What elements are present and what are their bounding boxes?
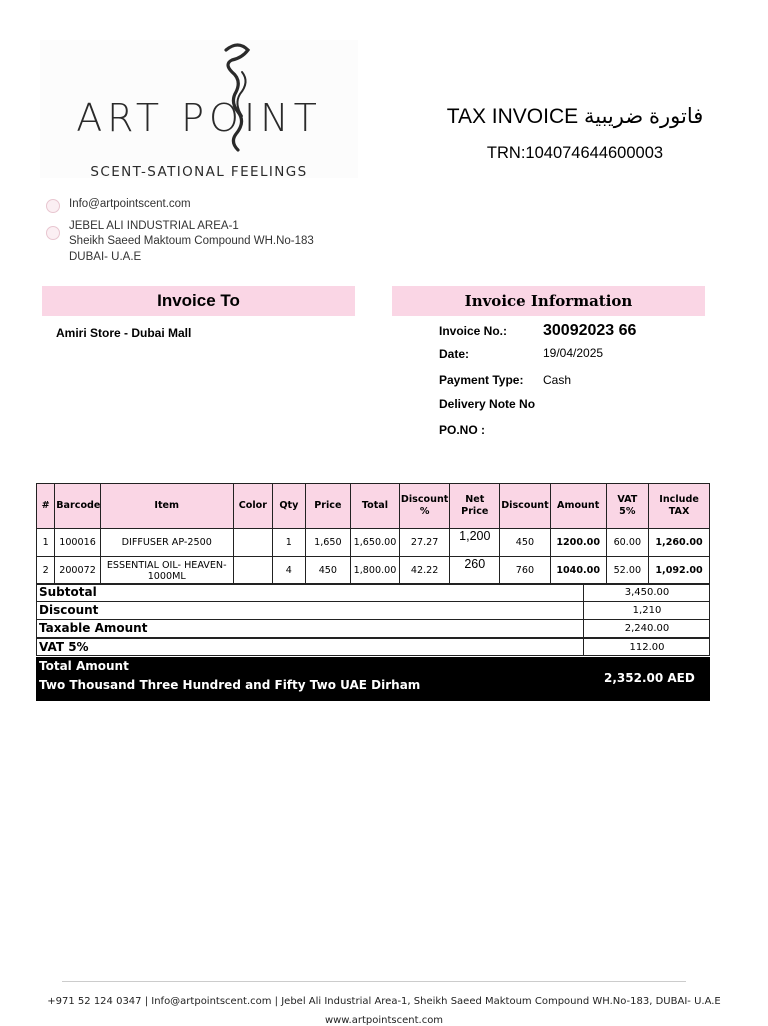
discount-label: Discount	[39, 603, 99, 617]
taxable-value: 2,240.00	[583, 620, 710, 637]
total-amount-label: Total Amount	[39, 659, 129, 673]
delivery-note-label: Delivery Note No	[439, 397, 536, 411]
col-header-number: #	[37, 484, 55, 529]
footer-website: www.artpointscent.com	[324, 1015, 444, 1026]
table-header-row	[37, 484, 710, 529]
total-amount-value: 2,352.00 AED	[604, 671, 695, 685]
cell-amount: 1200.00	[550, 529, 606, 557]
cell-total: 1,650.00	[351, 529, 400, 557]
payment-type-value: Cash	[543, 373, 572, 387]
col-header-item: Item	[100, 484, 233, 529]
table-row	[37, 557, 710, 585]
col-header-net-price: Net Price	[450, 484, 500, 529]
col-header-discount-pct: Discount %	[399, 484, 450, 529]
footer-divider	[62, 981, 686, 982]
po-number-label: PO.NO :	[439, 423, 486, 437]
items-table	[36, 483, 710, 585]
discount-row	[36, 602, 710, 620]
subtotal-label: Subtotal	[39, 585, 97, 599]
date-label: Date:	[439, 347, 470, 361]
cell-amount: 1040.00	[550, 557, 606, 585]
subtotal-row	[36, 583, 710, 602]
address-line-3: DUBAI- U.A.E	[69, 251, 142, 263]
cell-include-tax: 1,260.00	[649, 529, 710, 557]
cell-discount-pct: 27.27	[399, 529, 450, 557]
cell-discount: 450	[500, 529, 551, 557]
cell-item: DIFFUSER AP-2500	[100, 529, 233, 557]
taxable-label: Taxable Amount	[39, 621, 148, 635]
col-header-amount: Amount	[550, 484, 606, 529]
invoice-no-value: 30092023 66	[543, 322, 637, 339]
logo-block	[40, 40, 358, 178]
col-header-qty: Qty	[273, 484, 305, 529]
cell-number: 2	[37, 557, 55, 585]
col-header-include-tax: Include TAX	[649, 484, 710, 529]
contact-email: Info@artpointscent.com	[69, 198, 191, 210]
total-amount-words: Two Thousand Three Hundred and Fifty Two UAE Dirham	[39, 678, 421, 692]
cell-barcode: 200072	[55, 557, 101, 585]
cell-discount: 760	[500, 557, 551, 585]
cell-price: 1,650	[305, 529, 351, 557]
cell-color	[233, 557, 273, 585]
location-icon	[46, 226, 60, 240]
col-header-discount: Discount	[500, 484, 551, 529]
table-row	[37, 529, 710, 557]
date-value: 19/04/2025	[543, 346, 604, 360]
cell-number: 1	[37, 529, 55, 557]
address-line-2: Sheikh Saeed Maktoum Compound WH.No-183	[69, 235, 314, 247]
subtotal-value: 3,450.00	[583, 584, 710, 601]
col-header-vat: VAT 5%	[606, 484, 649, 529]
cell-include-tax: 1,092.00	[649, 557, 710, 585]
vat-row	[36, 638, 710, 656]
col-header-barcode: Barcode	[55, 484, 101, 529]
cell-qty: 1	[273, 529, 305, 557]
brand-tagline: SCENT-SATIONAL FEELINGS	[90, 164, 308, 180]
trn-number: TRN:104074644600003	[486, 144, 664, 162]
payment-type-label: Payment Type:	[439, 373, 524, 387]
customer-name: Amiri Store - Dubai Mall	[56, 326, 192, 340]
footer-contact: +971 52 124 0347 | Info@artpointscent.com | Jebel Ali Industrial Area-1, Sheikh Saeed Maktoum Compound WH.No-183, DUBAI- U.A.E	[47, 996, 721, 1007]
cell-color	[233, 529, 273, 557]
address-line-1: JEBEL ALI INDUSTRIAL AREA-1	[69, 220, 239, 232]
col-header-price: Price	[305, 484, 351, 529]
cell-vat: 60.00	[606, 529, 649, 557]
total-amount-box	[36, 657, 710, 701]
cell-net-price: 1,200	[450, 529, 500, 557]
vat-value: 112.00	[583, 639, 710, 656]
cell-price: 450	[305, 557, 351, 585]
cell-total: 1,800.00	[351, 557, 400, 585]
col-header-total: Total	[351, 484, 400, 529]
invoice-no-label: Invoice No.:	[439, 324, 508, 338]
discount-value: 1,210	[583, 602, 710, 619]
cell-discount-pct: 42.22	[399, 557, 450, 585]
vat-label: VAT 5%	[39, 640, 89, 654]
invoice-info-heading: Invoice Information	[392, 286, 705, 316]
cell-vat: 52.00	[606, 557, 649, 585]
cell-qty: 4	[273, 557, 305, 585]
taxable-row	[36, 620, 710, 638]
cell-item: ESSENTIAL OIL- HEAVEN-1000ML	[100, 557, 233, 585]
col-header-color: Color	[233, 484, 273, 529]
email-icon	[46, 199, 60, 213]
cell-net-price: 260	[450, 557, 500, 585]
cell-barcode: 100016	[55, 529, 101, 557]
document-title: TAX INVOICE فاتورة ضريبية	[446, 105, 704, 128]
invoice-to-heading: Invoice To	[42, 286, 355, 316]
brand-name: ART POINT	[76, 96, 322, 140]
